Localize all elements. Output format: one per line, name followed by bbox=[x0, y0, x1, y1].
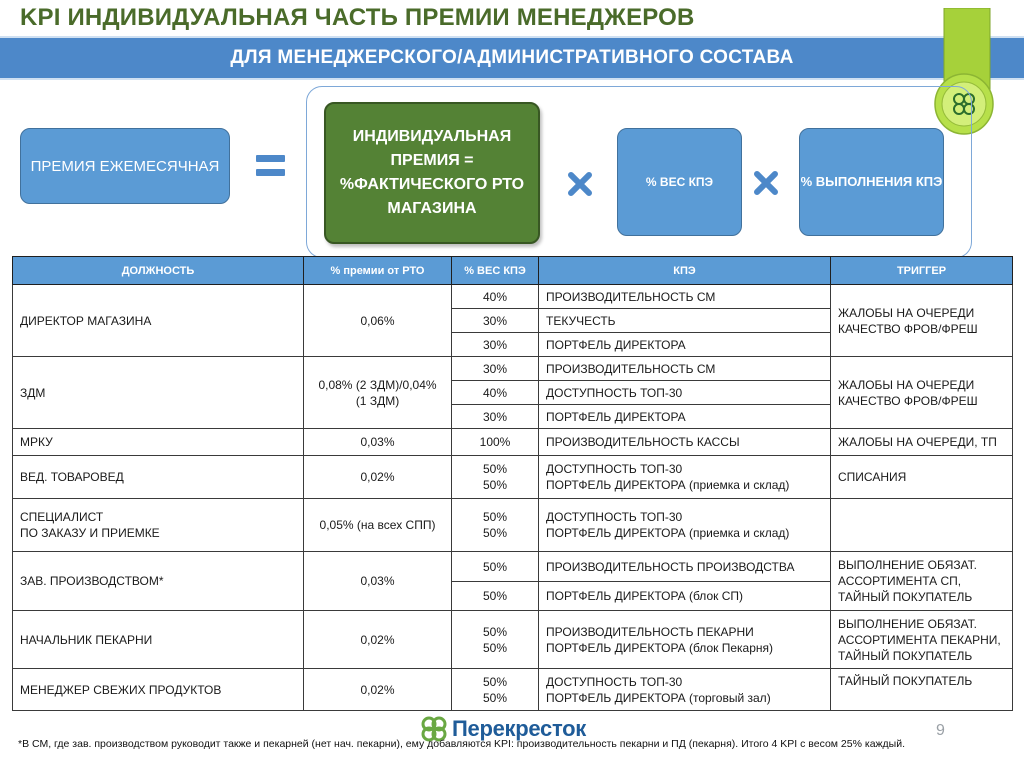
equals-icon bbox=[256, 155, 285, 177]
position-cell: МЕНЕДЖЕР СВЕЖИХ ПРОДУКТОВ bbox=[13, 669, 304, 711]
kpi-cell: ДОСТУПНОСТЬ ТОП-30 ПОРТФЕЛЬ ДИРЕКТОРА (приемка и склад) bbox=[539, 456, 831, 499]
weight-cell: 30% bbox=[452, 357, 539, 381]
bonus-cell: 0,02% bbox=[304, 611, 452, 669]
table-row bbox=[13, 456, 1013, 499]
col-header-position: ДОЛЖНОСТЬ bbox=[13, 257, 304, 285]
bonus-cell: 0,06% bbox=[304, 285, 452, 357]
kpi-cell: ПОРТФЕЛЬ ДИРЕКТОРА bbox=[539, 333, 831, 357]
weight-cell: 50% 50% bbox=[452, 669, 539, 711]
weight-cell: 50% 50% bbox=[452, 456, 539, 499]
table-row bbox=[13, 285, 1013, 309]
bonus-cell: 0,03% bbox=[304, 429, 452, 456]
monthly-bonus-box: ПРЕМИЯ ЕЖЕМЕСЯЧНАЯ bbox=[20, 128, 230, 204]
trigger-cell: ЖАЛОБЫ НА ОЧЕРЕДИ КАЧЕСТВО ФРОВ/ФРЕШ bbox=[831, 285, 1013, 357]
kpi-table bbox=[12, 256, 1013, 711]
col-header-kpi: КПЭ bbox=[539, 257, 831, 285]
weight-cell: 40% bbox=[452, 285, 539, 309]
weight-cell: 50% 50% bbox=[452, 499, 539, 552]
trigger-cell bbox=[831, 499, 1013, 552]
position-cell: МРКУ bbox=[13, 429, 304, 456]
multiply-icon bbox=[753, 170, 779, 196]
position-cell: ЗАВ. ПРОИЗВОДСТВОМ* bbox=[13, 552, 304, 611]
col-header-weight: % ВЕС КПЭ bbox=[452, 257, 539, 285]
kpi-cell: ПОРТФЕЛЬ ДИРЕКТОРА bbox=[539, 405, 831, 429]
bonus-cell: 0,05% (на всех СПП) bbox=[304, 499, 452, 552]
kpi-cell: ПОРТФЕЛЬ ДИРЕКТОРА (блок СП) bbox=[539, 582, 831, 611]
table-row bbox=[13, 499, 1013, 552]
trigger-cell: ТАЙНЫЙ ПОКУПАТЕЛЬ bbox=[831, 669, 1013, 711]
position-cell: СПЕЦИАЛИСТ ПО ЗАКАЗУ И ПРИЕМКЕ bbox=[13, 499, 304, 552]
table-header-row bbox=[13, 257, 1013, 285]
kpi-cell: ПРОИЗВОДИТЕЛЬНОСТЬ СМ bbox=[539, 357, 831, 381]
weight-cell: 30% bbox=[452, 405, 539, 429]
weight-cell: 30% bbox=[452, 333, 539, 357]
weight-cell: 100% bbox=[452, 429, 539, 456]
kpi-cell: ПРОИЗВОДИТЕЛЬНОСТЬ СМ bbox=[539, 285, 831, 309]
weight-cell: 50% 50% bbox=[452, 611, 539, 669]
bonus-cell: 0,02% bbox=[304, 456, 452, 499]
weight-cell: 40% bbox=[452, 381, 539, 405]
weight-cell: 30% bbox=[452, 309, 539, 333]
col-header-bonus: % премии от РТО bbox=[304, 257, 452, 285]
trigger-cell: ВЫПОЛНЕНИЕ ОБЯЗАТ. АССОРТИМЕНТА ПЕКАРНИ, ТАЙНЫЙ ПОКУПАТЕЛЬ bbox=[831, 611, 1013, 669]
kpi-cell: ДОСТУПНОСТЬ ТОП-30 ПОРТФЕЛЬ ДИРЕКТОРА (торговый зал) bbox=[539, 669, 831, 711]
col-header-trigger: ТРИГГЕР bbox=[831, 257, 1013, 285]
trigger-cell: ЖАЛОБЫ НА ОЧЕРЕДИ, ТП bbox=[831, 429, 1013, 456]
bonus-cell: 0,08% (2 ЗДМ)/0,04% (1 ЗДМ) bbox=[304, 357, 452, 429]
table-row bbox=[13, 669, 1013, 711]
position-cell: НАЧАЛЬНИК ПЕКАРНИ bbox=[13, 611, 304, 669]
weight-cell: 50% bbox=[452, 552, 539, 582]
kpi-weight-box: % ВЕС КПЭ bbox=[617, 128, 742, 236]
table-row bbox=[13, 552, 1013, 582]
bonus-cell: 0,02% bbox=[304, 669, 452, 711]
page-number: 9 bbox=[936, 722, 945, 739]
subtitle-bar bbox=[0, 36, 1024, 80]
position-cell: ДИРЕКТОР МАГАЗИНА bbox=[13, 285, 304, 357]
kpi-cell: ПРОИЗВОДИТЕЛЬНОСТЬ ПРОИЗВОДСТВА bbox=[539, 552, 831, 582]
table-row bbox=[13, 357, 1013, 381]
kpi-cell: ПРОИЗВОДИТЕЛЬНОСТЬ КАССЫ bbox=[539, 429, 831, 456]
trigger-cell: СПИСАНИЯ bbox=[831, 456, 1013, 499]
multiply-icon bbox=[567, 171, 593, 197]
table-row bbox=[13, 611, 1013, 669]
page-subtitle: ДЛЯ МЕНЕДЖЕРСКОГО/АДМИНИСТРАТИВНОГО СОСТАВА bbox=[230, 47, 794, 68]
table-row bbox=[13, 429, 1013, 456]
footnote: *В СМ, где зав. производством руководит также и пекарней (нет нач. пекарни), ему добавляются KPI: производительность пекарни и ПД (пекарня). Итого 4 KPI с весом 25% каждый. bbox=[18, 738, 906, 750]
kpi-cell: ТЕКУЧЕСТЬ bbox=[539, 309, 831, 333]
position-cell: ВЕД. ТОВАРОВЕД bbox=[13, 456, 304, 499]
kpi-cell: ДОСТУПНОСТЬ ТОП-30 bbox=[539, 381, 831, 405]
brand-name: Перекресток bbox=[452, 716, 586, 741]
trigger-cell: ВЫПОЛНЕНИЕ ОБЯЗАТ. АССОРТИМЕНТА СП, ТАЙНЫЙ ПОКУПАТЕЛЬ bbox=[831, 552, 1013, 611]
kpi-cell: ДОСТУПНОСТЬ ТОП-30 ПОРТФЕЛЬ ДИРЕКТОРА (приемка и склад) bbox=[539, 499, 831, 552]
kpi-cell: ПРОИЗВОДИТЕЛЬНОСТЬ ПЕКАРНИ ПОРТФЕЛЬ ДИРЕКТОРА (блок Пекарня) bbox=[539, 611, 831, 669]
kpi-execution-box: % ВЫПОЛНЕНИЯ КПЭ bbox=[799, 128, 944, 236]
position-cell: ЗДМ bbox=[13, 357, 304, 429]
page-title: KPI ИНДИВИДУАЛЬНАЯ ЧАСТЬ ПРЕМИИ МЕНЕДЖЕРОВ bbox=[20, 4, 695, 31]
bonus-cell: 0,03% bbox=[304, 552, 452, 611]
trigger-cell: ЖАЛОБЫ НА ОЧЕРЕДИ КАЧЕСТВО ФРОВ/ФРЕШ bbox=[831, 357, 1013, 429]
individual-bonus-box: ИНДИВИДУАЛЬНАЯ ПРЕМИЯ = %ФАКТИЧЕСКОГО РТО МАГАЗИНА bbox=[324, 102, 540, 244]
weight-cell: 50% bbox=[452, 582, 539, 611]
